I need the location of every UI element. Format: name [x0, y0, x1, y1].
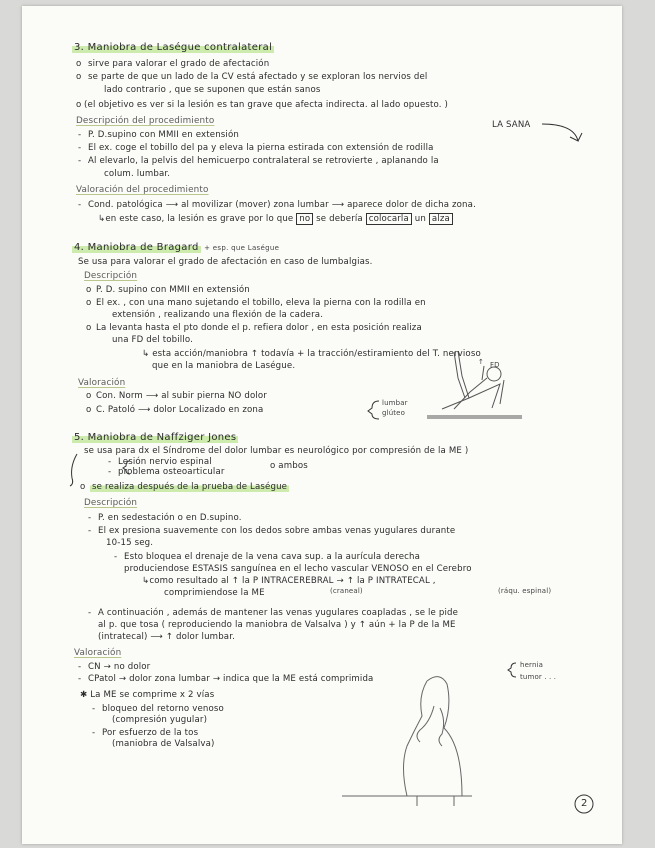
s5-intro-b: Lesión nervio espinal	[118, 457, 212, 467]
dash: -	[92, 704, 96, 714]
s4-desc-2a: El ex. , con una mano sujetando el tobillo, eleva la pierna con la rodilla en	[96, 298, 426, 308]
s5-intro-e: se realiza después de la prueba de Laségue	[92, 482, 288, 492]
s5-desc-1: P. en sedestación o en D.supino.	[98, 513, 242, 523]
brace-icon-hernia	[508, 663, 516, 677]
dash: -	[78, 130, 82, 140]
figure-fd-label: FD	[490, 361, 500, 369]
s4-title-text: 4. Maniobra de Bragard	[74, 242, 199, 253]
dash: -	[78, 662, 82, 672]
s5-valoracion-subtitle: Valoración	[74, 648, 122, 658]
la-sana-note: LA SANA	[492, 120, 531, 130]
section-3-title: 3. Maniobra de Laségue contralateral	[74, 42, 273, 53]
s3-val-1: Cond. patológica ⟶ al movilizar (mover) zona lumbar ⟶ aparece dolor de dicha zona.	[88, 200, 476, 210]
s5-desc-4c: (intratecal) ⟶ ↑ dolor lumbar.	[98, 632, 235, 642]
s4-description-subtitle: Descripción	[84, 271, 138, 281]
s3-bullet-3: (el objetivo es ver si la lesión es tan grave que afecta indirecta. al lado opuesto. )	[84, 100, 449, 110]
page-number: 2	[581, 798, 588, 809]
bullet: o	[86, 391, 92, 401]
s5-val-2: CPatol → dolor zona lumbar → indica que la ME está comprimida	[88, 674, 374, 684]
s5-desc-3d: comprimiendose la ME	[164, 588, 265, 598]
figure-arrow-label: ↑	[478, 358, 485, 366]
s5-note-3a: Por esfuerzo de la tos	[102, 728, 199, 738]
s3-valoracion-subtitle: Valoración del procedimiento	[76, 185, 209, 195]
s3-val-2-no: no	[296, 213, 313, 225]
s4-valoracion-subtitle: Valoración	[78, 378, 126, 388]
bullet: o	[86, 405, 92, 415]
s4-desc-4b: que en la maniobra de Laségue.	[152, 361, 296, 371]
s3-val-2-un: un	[414, 214, 426, 224]
s5-desc-4a: A continuación , además de mantener las venas yugulares coapladas , se le pide	[98, 608, 459, 618]
s5-note-2a: bloqueo del retorno venoso	[102, 704, 224, 714]
s4-val-2: C. Patoló ⟶ dolor Localizado en zona	[96, 405, 264, 415]
dash: -	[78, 674, 82, 684]
s5-desc-3a: Esto bloquea el drenaje de la vena cava sup. a la aurícula derecha	[124, 552, 421, 562]
dash: -	[108, 467, 112, 477]
s4-val-2-lumbar: lumbar	[382, 399, 408, 407]
bullet: o	[86, 298, 92, 308]
dash: -	[108, 457, 112, 467]
s5-desc-3f: (ráqu. espinal)	[498, 587, 552, 595]
dash: -	[92, 728, 96, 738]
s4-val-2-gluteo: glúteo	[382, 409, 406, 417]
dash: -	[78, 156, 82, 166]
brace-icon-left	[70, 454, 77, 486]
section-4-title	[72, 242, 279, 253]
la-sana-arrow	[542, 124, 582, 141]
s3-proc-3b: colum. lumbar.	[104, 169, 171, 179]
s5-intro-c: problema osteoarticular	[118, 467, 225, 477]
s5-note-2b: (compresión yugular)	[112, 715, 208, 725]
dash: -	[78, 143, 82, 153]
s3-proc-2: El ex. coge el tobillo del pa y eleva la pierna estirada con extensión de rodilla	[88, 143, 434, 153]
s3-val-2-box1: colocarla	[366, 213, 412, 225]
s5-desc-2a: El ex presiona suavemente con los dedos sobre ambas venas yugulares durante	[98, 526, 456, 536]
s5-intro-d: o ambos	[270, 461, 308, 471]
naffziger-figure-illustration	[342, 677, 472, 806]
dash: -	[88, 513, 92, 523]
s4-desc-1: P. D. supino con MMII en extensión	[96, 285, 250, 295]
s5-description-subtitle: Descripción	[84, 498, 138, 508]
s3-val-2-pre: ↳en este caso, la lesión es grave por lo que	[98, 214, 294, 224]
s5-intro-a: se usa para dx el Síndrome del dolor lumbar es neurológico por compresión de la ME )	[84, 446, 469, 456]
s5-desc-3c: ↳como resultado al ↑ la P INTRACEREBRAL → ↑ la P INTRATECAL ,	[142, 576, 436, 586]
bullet: o	[76, 72, 82, 82]
s3-val-2-mid: se debería	[316, 214, 363, 224]
bullet: o	[80, 482, 86, 492]
bullet: o	[76, 59, 82, 69]
bullet: o	[76, 100, 82, 110]
s4-val-1: Con. Norm ⟶ al subir pierna NO dolor	[96, 391, 267, 401]
notebook-page	[22, 6, 622, 844]
s3-proc-1: P. D.supino con MMII en extensión	[88, 130, 239, 140]
s3-val-2	[98, 214, 453, 224]
s4-desc-4a: ↳ esta acción/maniobra ↑ todavía + la tracción/estiramiento del T. nervioso	[142, 349, 481, 359]
s4-desc-3a: La levanta hasta el pto donde el p. refiera dolor , en esta posición realiza	[96, 323, 422, 333]
bullet: o	[86, 285, 92, 295]
s5-val-1: CN → no dolor	[88, 662, 151, 672]
dash: -	[88, 608, 92, 618]
s5-desc-4b: al p. que tosa ( reproduciendo la maniobra de Valsalva ) y ↑ aún + la P de la ME	[98, 620, 456, 630]
s5-note-1: ✱ La ME se comprime x 2 vías	[80, 690, 215, 700]
bullet: o	[86, 323, 92, 333]
s3-bullet-1: sirve para valorar el grado de afectación	[88, 59, 270, 69]
dash: -	[78, 200, 82, 210]
s3-bullet-2b: lado contrario , que se suponen que están sanos	[104, 85, 321, 95]
section-5-title: 5. Maniobra de Naffziger Jones	[74, 432, 237, 443]
dash: -	[88, 526, 92, 536]
s3-procedure-subtitle: Descripción del procedimiento	[76, 116, 215, 126]
s3-bullet-2a: se parte de que un lado de la CV está afectado y se exploran los nervios del	[88, 72, 428, 82]
dash: -	[114, 552, 118, 562]
s5-note-3b: (maniobra de Valsalva)	[112, 739, 215, 749]
s4-desc-3b: una FD del tobillo.	[112, 335, 193, 345]
s3-val-2-box2: alza	[429, 213, 453, 225]
brace-icon	[368, 401, 379, 419]
s4-desc-2b: extensión , realizando una flexión de la cadera.	[112, 310, 324, 320]
s5-desc-3e: (craneal)	[330, 587, 363, 595]
s5-desc-3b: produciendose ESTASIS sanguínea en el lecho vascular VENOSO en el Cerebro	[124, 564, 472, 574]
s5-val-2-tumor: tumor . . .	[520, 673, 557, 681]
s5-desc-2b: 10-15 seg.	[106, 538, 154, 548]
s3-proc-3a: Al elevarlo, la pelvis del hemicuerpo contralateral se retrovierte , aplanando la	[88, 156, 439, 166]
s4-intro: Se usa para valorar el grado de afectación en caso de lumbalgias.	[78, 257, 373, 267]
s4-title-extra: + esp. que Laségue	[204, 244, 280, 252]
bragard-figure-illustration	[427, 351, 522, 418]
s5-val-2-hernia: hernia	[520, 661, 544, 669]
